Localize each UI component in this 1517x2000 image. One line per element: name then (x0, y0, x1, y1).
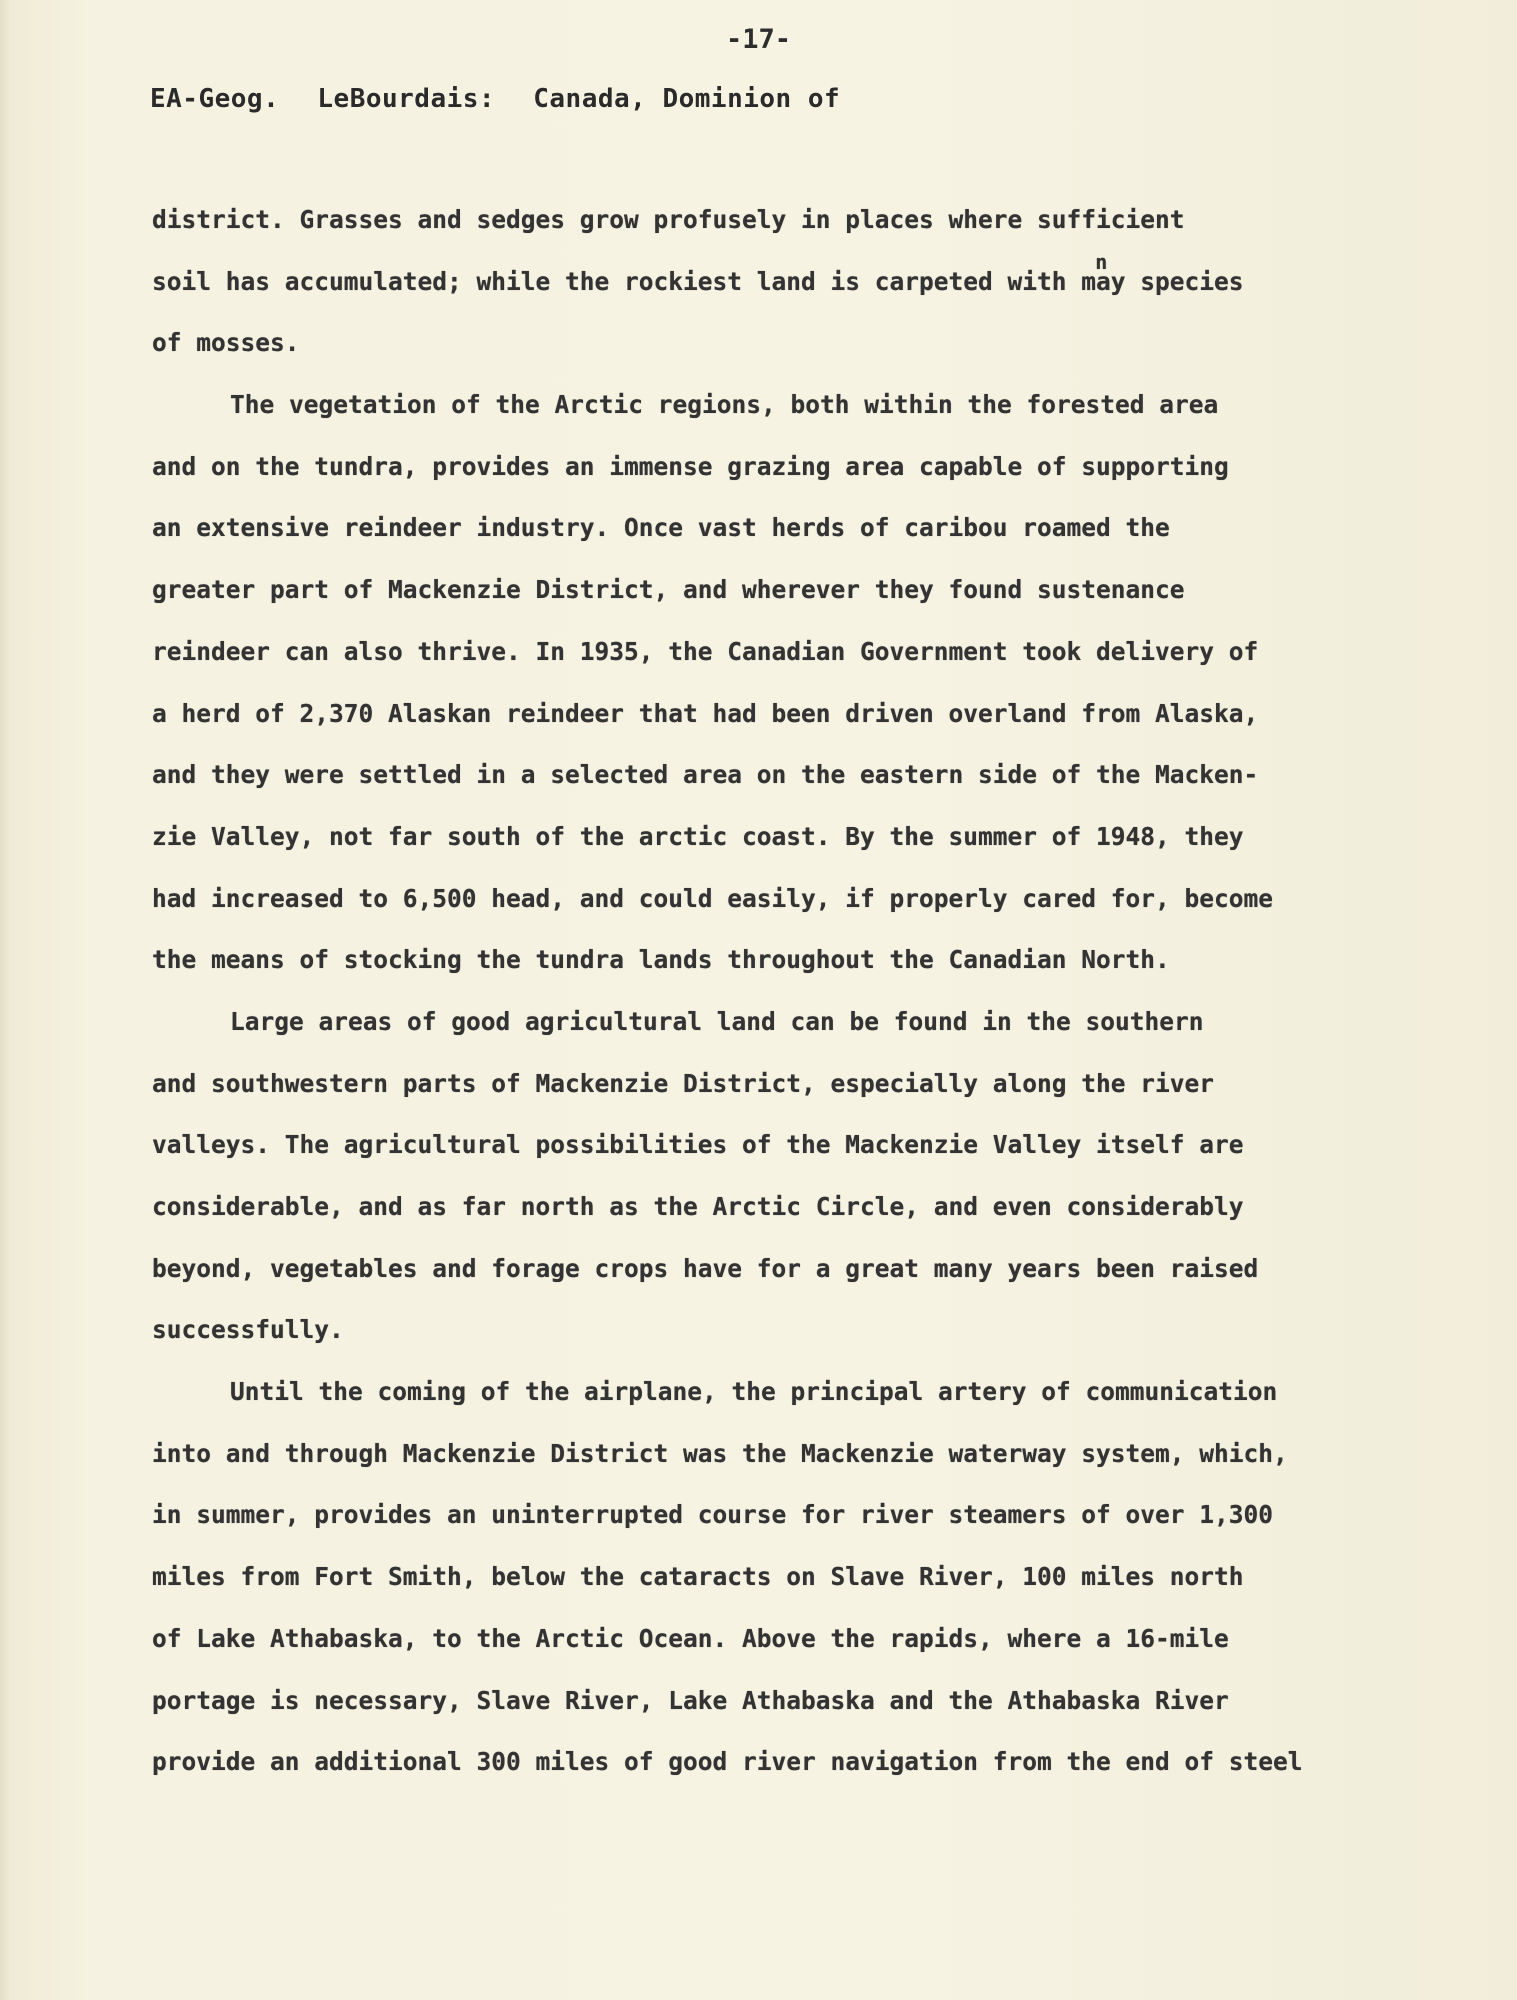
header-title: Canada, Dominion of (533, 84, 841, 114)
line-text: the means of stocking the tundra lands throughout the Canadian North. (152, 945, 1170, 975)
running-head (150, 84, 862, 114)
line-text: zie Valley, not far south of the arctic coast. By the summer of 1948, they (152, 821, 1244, 851)
text-line (152, 1500, 1352, 1562)
line-text: Until the coming of the airplane, the principal artery of communication (230, 1377, 1278, 1407)
line-text: and they were settled in a selected area on the eastern side of the Macken- (152, 760, 1259, 790)
text-line (152, 205, 1352, 267)
text-line (152, 1562, 1352, 1624)
text-line (152, 1315, 1352, 1377)
header-author: LeBourdais: (317, 84, 496, 114)
text-line (152, 1439, 1352, 1501)
line-text: beyond, vegetables and forage crops have for a great many years been raised (152, 1253, 1259, 1283)
text-line (152, 328, 1352, 390)
line-text: provide an additional 300 miles of good river navigation from the end of steel (152, 1747, 1303, 1777)
line-text: district. Grasses and sedges grow profusely in places where sufficient (152, 205, 1185, 234)
line-text: valleys. The agricultural possibilities of the Mackenzie Valley itself are (152, 1130, 1244, 1160)
body-text (152, 205, 1352, 1809)
line-text: an extensive reindeer industry. Once vast herds of caribou roamed the (152, 513, 1170, 543)
line-text: miles from Fort Smith, below the cataracts on Slave River, 100 miles north (152, 1562, 1244, 1592)
text-line (152, 1377, 1352, 1439)
line-text: soil has accumulated; while the rockiest land is carpeted with may species (152, 266, 1244, 296)
text-line (152, 1686, 1352, 1748)
line-text: The vegetation of the Arctic regions, both within the forested area (230, 390, 1219, 420)
text-line (152, 760, 1352, 822)
line-text: and on the tundra, provides an immense grazing area capable of supporting (152, 451, 1229, 481)
text-line (152, 637, 1352, 699)
text-line (152, 575, 1352, 637)
line-text: reindeer can also thrive. In 1935, the Canadian Government took delivery of (152, 636, 1259, 666)
text-line (152, 1007, 1352, 1069)
text-line (152, 945, 1352, 1007)
text-line (152, 1130, 1352, 1192)
line-text: in summer, provides an uninterrupted course for river steamers of over 1,300 (152, 1500, 1274, 1530)
header-code: EA-Geog. (150, 84, 280, 114)
text-line (152, 390, 1352, 452)
line-text: greater part of Mackenzie District, and wherever they found sustenance (152, 575, 1185, 605)
text-line (152, 699, 1352, 761)
text-line (152, 452, 1352, 514)
text-line (152, 1747, 1352, 1809)
line-text: into and through Mackenzie District was the Mackenzie waterway system, which, (152, 1438, 1288, 1468)
line-text: of Lake Athabaska, to the Arctic Ocean. Above the rapids, where a 16-mile (152, 1623, 1229, 1653)
line-text: Large areas of good agricultural land can be found in the southern (230, 1006, 1204, 1036)
line-text: and southwestern parts of Mackenzie District, especially along the river (152, 1068, 1215, 1098)
text-line (152, 1192, 1352, 1254)
text-line (152, 1624, 1352, 1686)
line-text: a herd of 2,370 Alaskan reindeer that had been driven overland from Alaska, (152, 698, 1259, 728)
text-line (152, 1254, 1352, 1316)
text-line (152, 249, 1352, 329)
line-text: successfully. (152, 1315, 344, 1345)
line-text: portage is necessary, Slave River, Lake Athabaska and the Athabaska River (152, 1685, 1229, 1715)
line-text: of mosses. (152, 328, 300, 358)
paper-edge (0, 0, 12, 2000)
text-line (152, 884, 1352, 946)
handwritten-insertion: n (1095, 249, 1108, 274)
text-line (152, 822, 1352, 884)
line-text: had increased to 6,500 head, and could easily, if properly cared for, become (152, 883, 1274, 913)
line-text: considerable, and as far north as the Arctic Circle, and even considerably (152, 1192, 1244, 1221)
page-number: -17- (725, 24, 792, 55)
text-line (152, 1069, 1352, 1131)
text-line (152, 513, 1352, 575)
